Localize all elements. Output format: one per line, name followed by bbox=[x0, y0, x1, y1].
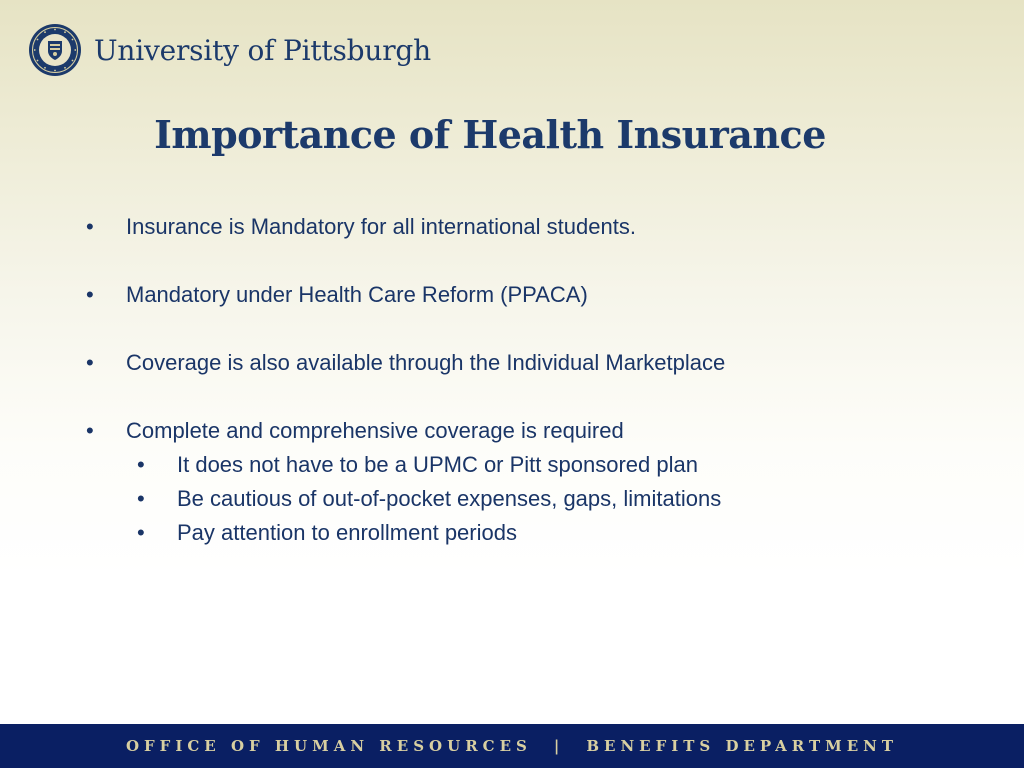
bullet-text: Mandatory under Health Care Reform (PPACA) bbox=[126, 282, 588, 307]
university-wordmark: University of Pittsburgh bbox=[94, 33, 431, 67]
bullet-text: Coverage is also available through the Individual Marketplace bbox=[126, 350, 726, 375]
sub-bullet-item bbox=[137, 482, 986, 516]
bullet-dot: • bbox=[86, 282, 94, 307]
sub-bullet-item bbox=[137, 516, 986, 550]
university-header bbox=[28, 22, 431, 78]
sub-bullet-group bbox=[86, 448, 986, 550]
sub-bullet-dot: • bbox=[137, 520, 145, 545]
bullet-dot: • bbox=[86, 214, 94, 239]
bullet-dot: • bbox=[86, 418, 94, 443]
sub-bullet-item bbox=[137, 448, 986, 482]
bullet-text: Insurance is Mandatory for all international students. bbox=[126, 214, 636, 239]
footer-department: BENEFITS DEPARTMENT bbox=[586, 737, 899, 755]
footer-office: OFFICE OF HUMAN RESOURCES bbox=[125, 737, 532, 755]
sub-bullet-text: Be cautious of out-of-pocket expenses, gaps, limitations bbox=[177, 486, 722, 511]
bullet-item bbox=[86, 278, 986, 312]
university-seal-icon bbox=[28, 23, 82, 77]
footer-separator: | bbox=[553, 737, 565, 755]
footer-bar bbox=[0, 724, 1024, 768]
sub-bullet-dot: • bbox=[137, 452, 145, 477]
bullet-dot: • bbox=[86, 350, 94, 375]
sub-bullet-list bbox=[86, 448, 986, 550]
bullet-item bbox=[86, 346, 986, 380]
bullet-item bbox=[86, 414, 986, 448]
sub-bullet-text: Pay attention to enrollment periods bbox=[177, 520, 517, 545]
sub-bullet-text: It does not have to be a UPMC or Pitt sponsored plan bbox=[177, 452, 698, 477]
bullet-list bbox=[86, 210, 986, 550]
sub-bullet-dot: • bbox=[137, 486, 145, 511]
bullet-text: Complete and comprehensive coverage is required bbox=[126, 418, 624, 443]
slide-title: Importance of Health Insurance bbox=[154, 112, 826, 157]
bullet-item bbox=[86, 210, 986, 244]
